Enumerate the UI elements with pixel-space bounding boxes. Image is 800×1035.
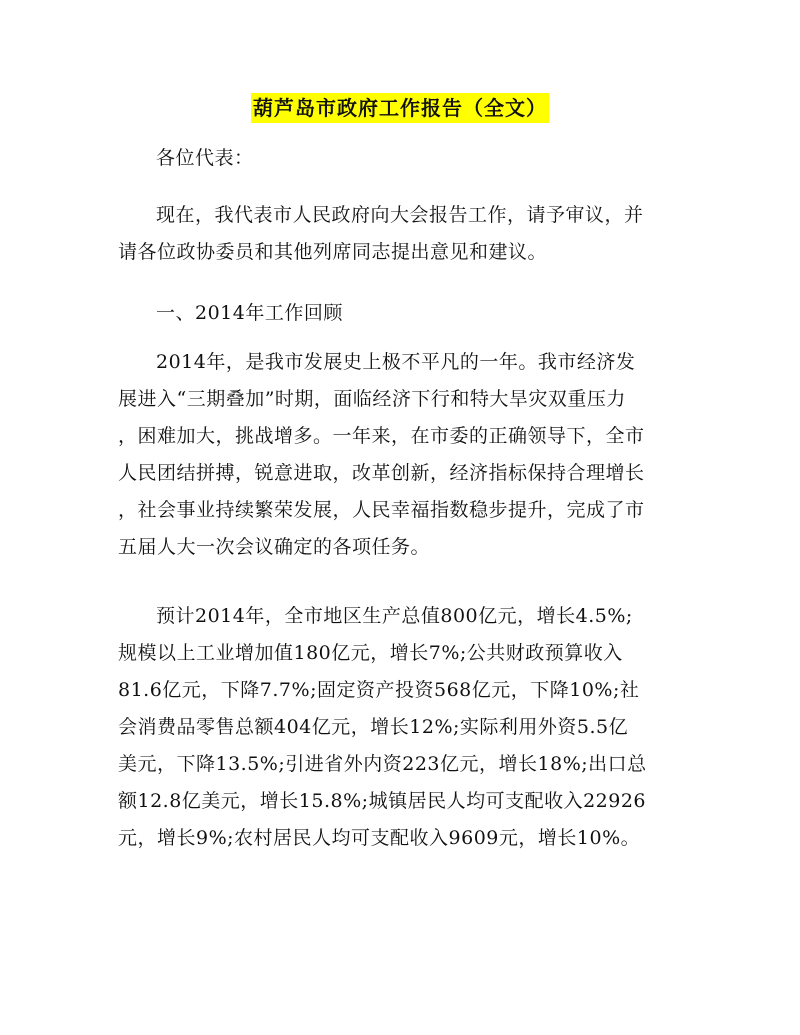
paragraph-line: 请各位政协委员和其他列席同志提出意见和建议。 (118, 241, 548, 263)
paragraph-line: 美元，下降13.5%;引进省外内资223亿元，增长18%;出口总 (118, 753, 647, 775)
paragraph-line: 五届人大一次会议确定的各项任务。 (118, 536, 431, 558)
paragraph-review (118, 344, 682, 566)
paragraph-line: 人民团结拼搏，锐意进取，改革创新，经济指标保持合理增长 (118, 462, 645, 484)
paragraph-line: 预计2014年，全市地区生产总值800亿元，增长4.5%; (156, 605, 633, 627)
paragraph-statistics (118, 598, 682, 857)
title-container (0, 93, 800, 123)
paragraph-line: 现在，我代表市人民政府向大会报告工作，请予审议，并 (156, 204, 644, 226)
greeting-text: 各位代表： (156, 147, 254, 169)
paragraph-line: 规模以上工业增加值180亿元，增长7%;公共财政预算收入 (118, 642, 623, 664)
document-title: 葫芦岛市政府工作报告（全文） (251, 93, 549, 123)
greeting-block (118, 140, 682, 177)
section-heading-block (118, 295, 682, 332)
paragraph-line: ，社会事业持续繁荣发展，人民幸福指数稳步提升，完成了市 (118, 499, 645, 521)
paragraph-intro (118, 197, 682, 271)
section-heading: 一、2014年工作回顾 (156, 302, 343, 324)
paragraph-line: 2014年，是我市发展史上极不平凡的一年。我市经济发 (156, 351, 636, 373)
paragraph-line: 元，增长9%;农村居民人均可支配收入9609元，增长10%。 (118, 827, 641, 849)
paragraph-line: 81.6亿元，下降7.7%;固定资产投资568亿元，下降10%;社 (118, 679, 640, 701)
paragraph-line: 会消费品零售总额404亿元，增长12%;实际利用外资5.5亿 (118, 716, 629, 738)
paragraph-line: 额12.8亿美元，增长15.8%;城镇居民人均可支配收入22926 (118, 790, 647, 812)
paragraph-line: 展进入“三期叠加”时期，面临经济下行和特大旱灾双重压力 (118, 388, 626, 410)
paragraph-line: ，困难加大，挑战增多。一年来，在市委的正确领导下，全市 (118, 425, 645, 447)
